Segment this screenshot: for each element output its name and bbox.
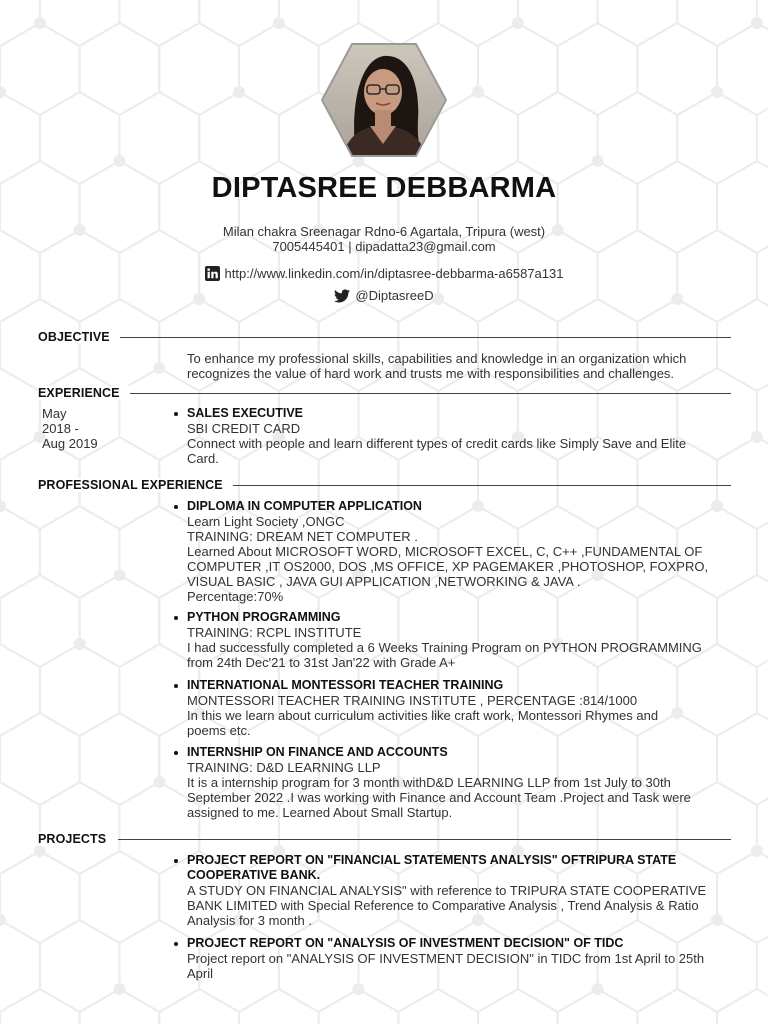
entry-line: It is a internship program for 3 month withD&D LEARNING LLP from 1st July to 30th [187, 775, 671, 790]
bullet-icon [174, 942, 178, 946]
entry-line: In this we learn about curriculum activities like craft work, Montessori Rhymes and [187, 708, 659, 723]
bullet-icon [174, 751, 178, 755]
project-line: A STUDY ON FINANCIAL ANALYSIS" with reference to TRIPURA STATE COOPERATIVE [187, 883, 707, 898]
experience-date [42, 406, 132, 451]
linkedin-icon [205, 266, 220, 284]
objective-rule [120, 337, 731, 338]
experience-role: SALES EXECUTIVE [187, 406, 303, 420]
bullet-icon [174, 859, 178, 863]
project-line: April [187, 966, 214, 981]
objective-line: recognizes the value of hard work and trusts me with responsibilities and challenges. [187, 366, 675, 381]
entry-line: COMPUTER ,IT OS2000, DOS ,MS OFFICE, XP PAGEMAKER ,PHOTOSHOP, FOXPRO, [187, 559, 709, 574]
entry-line: I had successfully completed a 6 Weeks Training Program on PYTHON PROGRAMMING [187, 640, 702, 655]
bullet-icon [174, 505, 178, 509]
projects-rule [118, 839, 731, 840]
professional-entry [172, 610, 732, 670]
project-entry [172, 853, 732, 928]
twitter-row [0, 288, 768, 306]
professional-heading: PROFESSIONAL EXPERIENCE [38, 478, 233, 492]
entry-line: TRAINING: RCPL INSTITUTE [187, 625, 362, 640]
date-line: May [42, 406, 67, 421]
twitter-handle[interactable]: @DiptasreeD [355, 288, 434, 303]
linkedin-row [0, 266, 768, 284]
objective-heading: OBJECTIVE [38, 330, 120, 344]
entry-line: MONTESSORI TEACHER TRAINING INSTITUTE , PERCENTAGE :814/1000 [187, 693, 638, 708]
projects-heading: PROJECTS [38, 832, 116, 846]
entry-title: DIPLOMA IN COMPUTER APPLICATION [187, 499, 422, 513]
experience-company: SBI CREDIT CARD [187, 421, 301, 436]
experience-entry [172, 406, 732, 466]
experience-desc: Card. [187, 451, 219, 466]
entry-line: Percentage:70% [187, 589, 284, 604]
professional-rule [225, 485, 731, 486]
objective-line: To enhance my professional skills, capabilities and knowledge in an organization which [187, 351, 687, 366]
project-title: PROJECT REPORT ON "ANALYSIS OF INVESTMENT DECISION" OF TIDC [187, 936, 624, 950]
project-line: Project report on "ANALYSIS OF INVESTMENT DECISION" in TIDC from 1st April to 25th [187, 951, 705, 966]
entry-line: TRAINING: D&D LEARNING LLP [187, 760, 381, 775]
professional-entry [172, 678, 732, 738]
phone-email-line: 7005445401 | dipadatta23@gmail.com [272, 239, 496, 254]
linkedin-url[interactable]: http://www.linkedin.com/in/diptasree-debbarma-a6587a131 [224, 266, 564, 281]
entry-line: VISUAL BASIC , JAVA GUI APPLICATION ,NETWORKING & JAVA . [187, 574, 581, 589]
entry-line: assigned to me. Learned About Small Startup. [187, 805, 453, 820]
bullet-icon [174, 412, 178, 416]
project-entry [172, 936, 732, 981]
project-title: PROJECT REPORT ON "FINANCIAL STATEMENTS ANALYSIS" OFTRIPURA STATE [187, 853, 677, 867]
entry-line: Learn Light Society ,ONGC [187, 514, 345, 529]
twitter-icon [334, 289, 350, 306]
address-line: Milan chakra Sreenagar Rdno-6 Agartala, Tripura (west) [222, 224, 546, 239]
entry-title: INTERNSHIP ON FINANCE AND ACCOUNTS [187, 745, 448, 759]
professional-entry [172, 745, 732, 820]
project-title: COOPERATIVE BANK. [187, 868, 321, 882]
bullet-icon [174, 616, 178, 620]
professional-entry [172, 499, 732, 604]
experience-heading: EXPERIENCE [38, 386, 130, 400]
bullet-icon [174, 684, 178, 688]
project-line: Analysis for 3 month . [187, 913, 312, 928]
candidate-name: DIPTASREE DEBBARMA [211, 172, 557, 204]
entry-line: from 24th Dec'21 to 31st Jan'22 with Grade A+ [187, 655, 456, 670]
project-line: BANK LIMITED with Special Reference to Comparative Analysis , Trend Analysis & Ratio [187, 898, 699, 913]
entry-title: PYTHON PROGRAMMING [187, 610, 341, 624]
entry-line: TRAINING: DREAM NET COMPUTER . [187, 529, 418, 544]
objective-text [187, 351, 727, 381]
experience-rule [130, 393, 731, 394]
entry-line: September 2022 .I was working with Finance and Account Team .Project and Task were [187, 790, 691, 805]
entry-line: poems etc. [187, 723, 251, 738]
date-line: Aug 2019 [42, 436, 98, 451]
profile-photo [320, 40, 448, 160]
entry-title: INTERNATIONAL MONTESSORI TEACHER TRAINING [187, 678, 504, 692]
experience-desc: Connect with people and learn different types of credit cards like Simply Save and Elite [187, 436, 687, 451]
entry-line: Learned About MICROSOFT WORD, MICROSOFT EXCEL, C, C++ ,FUNDAMENTAL OF [187, 544, 703, 559]
date-line: 2018 - [42, 421, 79, 436]
